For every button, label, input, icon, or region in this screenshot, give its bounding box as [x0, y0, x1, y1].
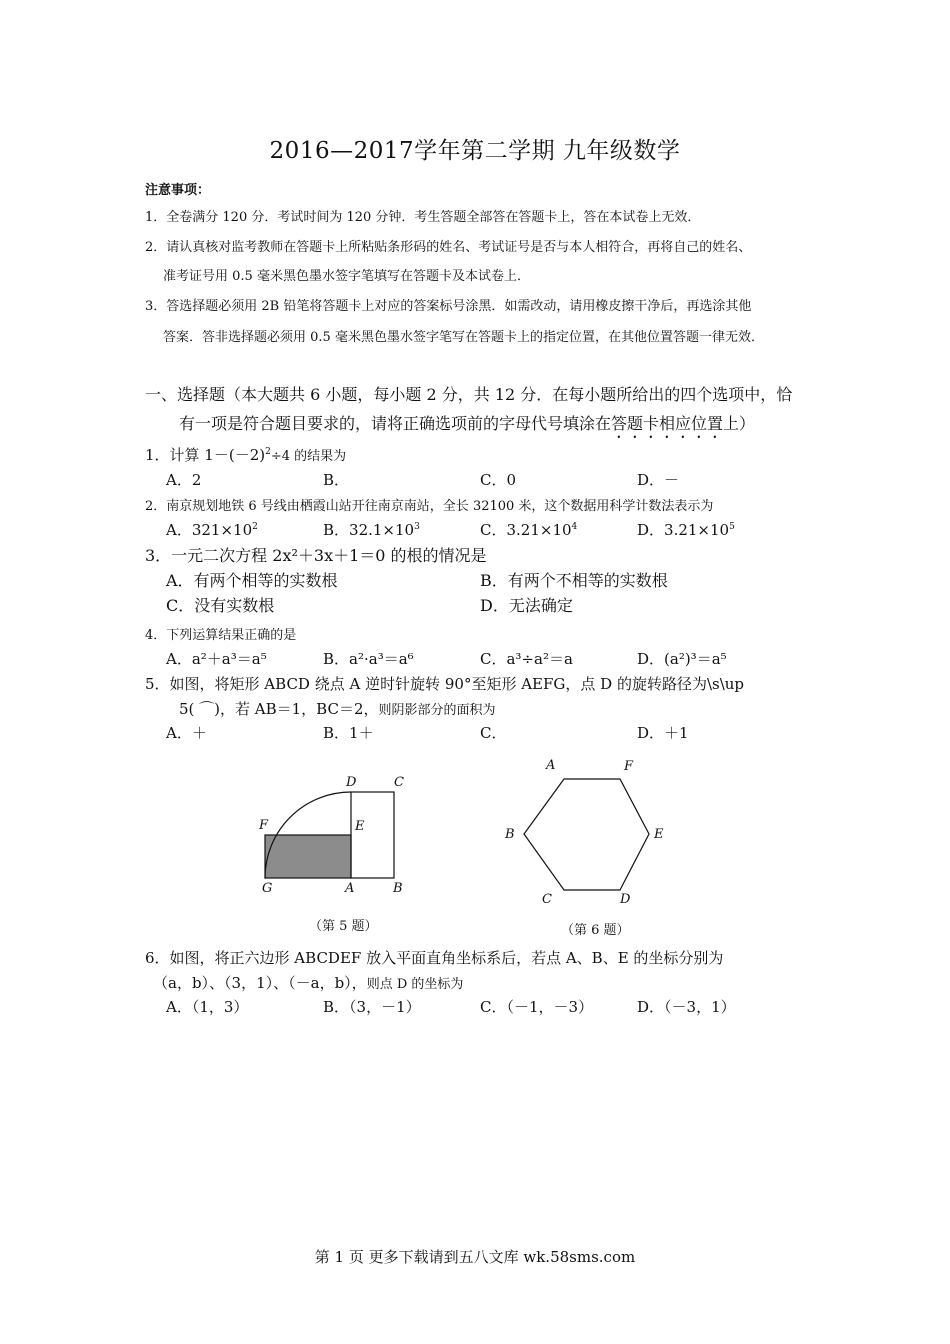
q3-option-d: D．无法确定	[480, 596, 573, 615]
fig6-label-a: A	[546, 758, 556, 773]
fig5-rect-abcd	[351, 792, 394, 878]
q1-option-c: C．0	[480, 471, 517, 489]
q4-option-c: C．a³÷a²＝a	[480, 650, 573, 668]
q1-stem-a: 1．计算 1－(－2)	[145, 446, 266, 464]
section-heading-post: 上）	[723, 414, 756, 433]
q2-option-c	[480, 519, 577, 540]
fig6-label-e: E	[654, 827, 664, 842]
fig5-label-b: B	[393, 881, 403, 896]
q6-stem-line-2b: 则点 D 的坐标为	[366, 977, 464, 992]
q6-option-a: A．（1，3）	[166, 998, 249, 1016]
q6-stem-line-1: 6．如图，将正六边形 ABCDEF 放入平面直角坐标系后，若点 A、B、E 的坐标分别为	[145, 949, 724, 967]
q3-option-a: A．有两个相等的实数根	[166, 571, 338, 590]
q6-stem-line-2	[153, 972, 463, 993]
q1-option-d: D．－	[637, 471, 680, 489]
q2-option-d	[637, 519, 735, 540]
fig5-label-a: A	[345, 881, 355, 896]
q2-option-b	[323, 519, 420, 540]
page-title: 2016—2017学年第二学期 九年级数学	[269, 138, 681, 164]
notice-line-1: 1．全卷满分 120 分．考试时间为 120 分钟．考生答题全部答在答题卡上，答在本试卷上无效．	[145, 210, 701, 225]
fig5-caption: （第 5 题）	[309, 919, 378, 934]
q1-option-a: A．2	[166, 471, 202, 489]
fig6-hexagon	[524, 779, 649, 890]
q5-stem-line-2b: 则阴影部分的面积为	[378, 703, 496, 718]
q1-stem-b: ÷4 的结果为	[270, 449, 347, 464]
fig6-label-c: C	[542, 892, 552, 907]
q5-option-a: A．＋	[166, 724, 207, 742]
q5-stem-line-1: 5．如图，将矩形 ABCD 绕点 A 逆时针旋转 90°至矩形 AEFG，点 D 的旋转路径为\s\up	[145, 675, 745, 693]
q3-option-c: C．没有实数根	[166, 596, 275, 615]
q5-stem-line-2a: 5( ⌒)，若 AB＝1，BC＝2，	[179, 700, 379, 718]
fig5-label-c: C	[394, 775, 404, 790]
fig5-shaded-region	[265, 835, 351, 878]
notice-line-4: 3．答选择题必须用 2B 铅笔将答题卡上对应的答案标号涂黑．如需改动，请用橡皮擦干净后，再选涂其他	[145, 299, 752, 314]
notice-heading: 注意事项：	[145, 183, 211, 198]
fig5-label-f: F	[259, 818, 269, 833]
q6-option-d: D．（－3，1）	[637, 998, 736, 1016]
q2-option-d-exp: 5	[729, 522, 735, 532]
q2-option-a	[166, 519, 258, 540]
q6-stem-line-2a: （a，b）、（3，1）、（－a，b），	[153, 974, 367, 992]
notice-line-3: 准考证号用 0.5 毫米黑色墨水签字笔填写在答题卡及本试卷上．	[163, 269, 530, 284]
fig6-label-f: F	[624, 759, 634, 774]
fig5-label-g: G	[262, 881, 273, 896]
section-heading-line-2	[179, 411, 755, 442]
q2-stem: 2．南京规划地铁 6 号线由栖霞山站开往南京南站，全长 32100 米，这个数据用科学计数法表示为	[145, 499, 714, 514]
q2-option-a-base: A．321×10	[166, 521, 253, 539]
q5-option-b: B．1＋	[323, 724, 374, 742]
section-heading-emphasis: 答题卡相应位置	[611, 414, 724, 433]
figure-6	[500, 755, 675, 905]
q4-stem: 4．下列运算结果正确的是	[145, 628, 297, 643]
q4-option-d: D．(a²)³＝a⁵	[637, 650, 727, 668]
section-heading-pre: 有一项是符合题目要求的，请将正确选项前的字母代号填涂在	[179, 414, 612, 433]
q6-option-b: B．（3，－1）	[323, 998, 421, 1016]
fig5-label-e: E	[355, 819, 365, 834]
notice-line-2: 2．请认真核对监考教师在答题卡上所粘贴条形码的姓名、考试证号是否与本人相符合，再将自己的姓名、	[145, 240, 752, 255]
section-heading-line-1: 一、选择题（本大题共 6 小题，每小题 2 分，共 12 分．在每小题所给出的四个选项中，恰	[145, 385, 793, 404]
page-footer: 第 1 页 更多下载请到五八文库 wk.58sms.com	[314, 1248, 636, 1266]
q1-stem	[145, 444, 346, 465]
q5-option-c: C．	[480, 724, 507, 742]
fig5-label-d: D	[346, 775, 357, 790]
q1-stem-sup: 2	[265, 447, 271, 457]
q2-option-b-exp: 3	[414, 522, 420, 532]
fig6-label-d: D	[620, 892, 631, 907]
q5-stem-line-2	[179, 698, 496, 719]
q4-option-b: B．a²·a³＝a⁶	[323, 650, 414, 668]
q6-option-c: C．（－1，－3）	[480, 998, 594, 1016]
q3-stem: 3．一元二次方程 2x²＋3x＋1＝0 的根的情况是	[145, 546, 487, 565]
q2-option-c-base: C．3.21×10	[480, 521, 572, 539]
notice-line-5: 答案．答非选择题必须用 0.5 毫米黑色墨水签字笔写在答题卡上的指定位置，在其他位置答题一律无效．	[163, 330, 764, 345]
q5-option-d: D．＋1	[637, 724, 689, 742]
q2-option-c-exp: 4	[571, 522, 578, 532]
figure-5	[250, 765, 420, 895]
q1-option-b: B．	[323, 471, 350, 489]
fig6-label-b: B	[505, 827, 515, 842]
q3-option-b: B．有两个不相等的实数根	[480, 571, 668, 590]
q2-option-d-base: D．3.21×10	[637, 521, 730, 539]
fig6-caption: （第 6 题）	[561, 923, 630, 938]
q4-option-a: A．a²＋a³＝a⁵	[166, 650, 267, 668]
q2-option-b-base: B．32.1×10	[323, 521, 415, 539]
q2-option-a-exp: 2	[252, 522, 258, 532]
